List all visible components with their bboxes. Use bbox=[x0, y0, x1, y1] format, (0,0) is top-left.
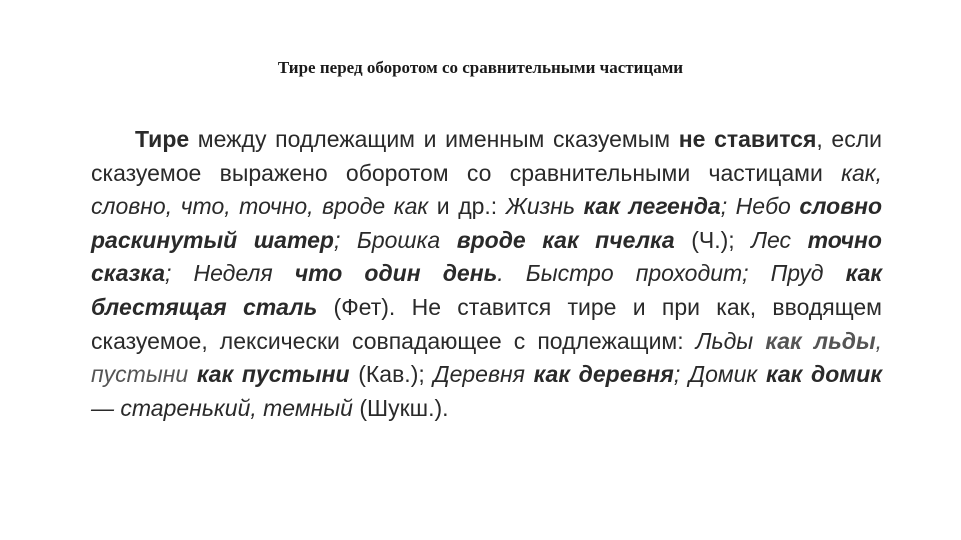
example-predicate: вроде как пчелка bbox=[456, 226, 675, 253]
example-predicate: как льды bbox=[765, 327, 876, 354]
example-subject: — старенький, темный bbox=[91, 394, 353, 421]
example-subject: Льды bbox=[695, 327, 766, 354]
source-ref: (Шукш.). bbox=[352, 394, 449, 421]
text-span: , если сказуемое выражено оборотом со сравнительными частицами bbox=[91, 126, 882, 186]
slide-title: Тире перед оборотом со сравнительными частицами bbox=[277, 58, 684, 77]
example-predicate: как пустыни bbox=[196, 361, 350, 388]
example-subject: , пустыни bbox=[91, 327, 883, 388]
example-predicate: как деревня bbox=[533, 361, 674, 388]
example-subject: . Быстро проходит; Пруд bbox=[497, 260, 846, 287]
text-span: и др.: bbox=[428, 193, 506, 220]
rule-paragraph bbox=[91, 123, 882, 425]
example-subject: ; Брошка bbox=[333, 226, 457, 253]
bold-span: не ставится bbox=[678, 126, 817, 152]
example-subject: Лес bbox=[751, 226, 808, 253]
example-subject: ; Небо bbox=[720, 193, 800, 220]
example-predicate: как блестящая сталь bbox=[91, 260, 883, 320]
particles-list: как, словно, что, точно, вроде как bbox=[91, 159, 882, 220]
example-predicate: точно сказка bbox=[91, 226, 882, 287]
source-ref: (Кав.); bbox=[349, 361, 434, 388]
example-predicate: словно раскинутый шатер bbox=[91, 193, 883, 253]
example-subject: Жизнь bbox=[505, 193, 584, 220]
example-predicate: как домик bbox=[765, 361, 882, 388]
example-subject: Деревня bbox=[433, 361, 534, 388]
source-ref: (Ч.); bbox=[674, 226, 752, 253]
example-subject: ; Домик bbox=[673, 361, 766, 388]
term-tire: Тире bbox=[135, 126, 190, 152]
example-predicate: как легенда bbox=[583, 193, 721, 220]
text-span: между подлежащим и именным сказуемым bbox=[189, 126, 679, 152]
text-span: (Фет). Не ставится тире и при как, вводящем сказуемое, лексически совпадающее с подлежащим: bbox=[91, 293, 882, 354]
example-subject: ; Неделя bbox=[165, 260, 295, 287]
example-predicate: что один день bbox=[294, 260, 498, 287]
